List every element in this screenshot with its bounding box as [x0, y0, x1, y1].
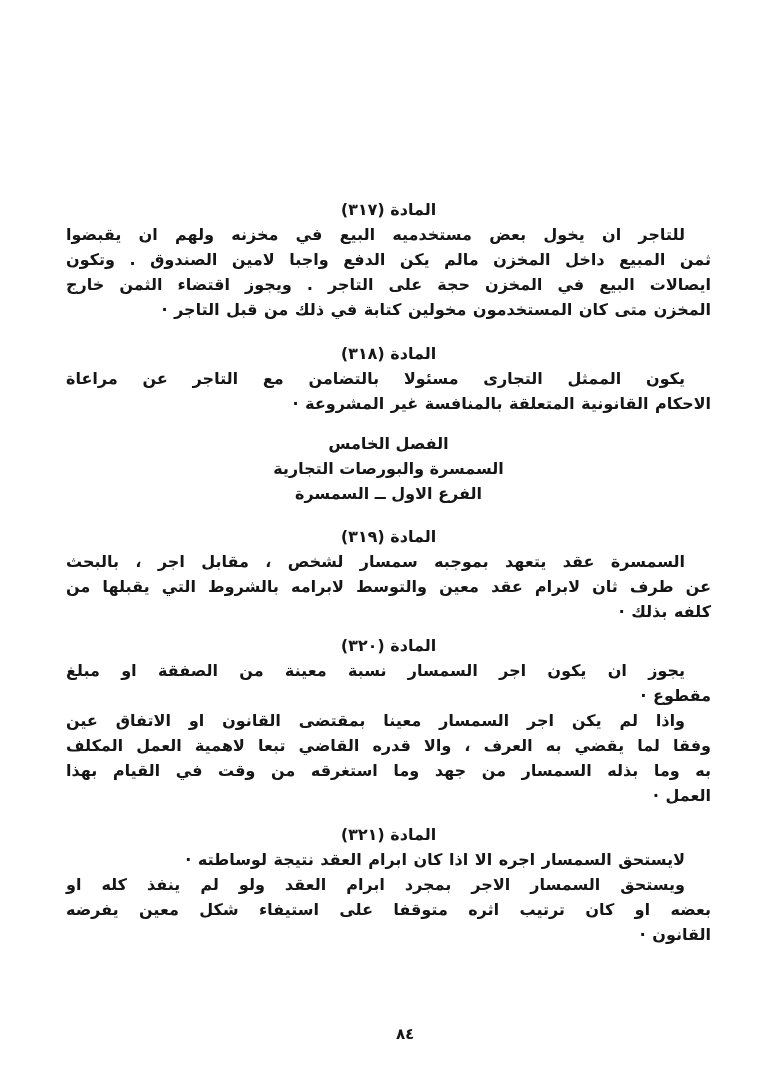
text-line: وفقا لما يقضي به العرف ، والا قدره القاضي تبعا لاهمية العمل المكلف: [66, 736, 711, 755]
chapter-subject: السمسرة والبورصات التجارية: [273, 459, 504, 478]
text-line: للتاجر ان يخول بعض مستخدميه البيع في مخزنه ولهم ان يقبضوا: [66, 225, 685, 244]
text-line: بعضه او كان ترتيب اثره متوقفا على استيفاء شكل معين يفرضه: [66, 900, 711, 919]
branch-title: الفرع الاول ــ السمسرة: [295, 484, 482, 503]
text-line: المخزن متى كان المستخدمون مخولين كتابة في ذلك من قبل التاجر ·: [161, 300, 711, 319]
article-319-heading: المادة (٣١٩): [340, 527, 437, 546]
text-line: يجوز ان يكون اجر السمسار نسبة معينة من الصفقة او مبلغ: [66, 661, 685, 680]
article-320-paragraph-1: [66, 658, 711, 708]
text-line: مقطوع ·: [640, 686, 711, 705]
text-line: السمسرة عقد يتعهد بموجبه سمسار لشخص ، مقابل اجر ، بالبحث: [66, 552, 685, 571]
article-320-paragraph-2: [66, 708, 711, 808]
article-319-paragraph-1: [66, 549, 711, 624]
article-318-heading: المادة (٣١٨): [340, 344, 437, 363]
text-line: ويستحق السمسار الاجر بمجرد ابرام العقد ولو لم ينفذ كله او: [66, 875, 685, 894]
text-block: [66, 0, 711, 947]
text-line: الاحكام القانونية المتعلقة بالمنافسة غير المشروعة ·: [292, 394, 711, 413]
article-318-paragraph-1: [66, 366, 711, 416]
article-321-heading: المادة (٣٢١): [340, 825, 437, 844]
article-321-paragraph-2: [66, 872, 711, 947]
chapter-heading-block: [66, 431, 711, 506]
text-line: به وما بذله السمسار من جهد وما استغرقه من وقت في القيام بهذا: [66, 761, 711, 780]
text-line: القانون ·: [639, 925, 711, 944]
article-317-paragraph-1: [66, 222, 711, 322]
text-line: لايستحق السمسار اجره الا اذا كان ابرام العقد نتيجة لوساطته ·: [185, 850, 685, 869]
article-317-heading: المادة (٣١٧): [340, 200, 437, 219]
text-line: واذا لم يكن اجر السمسار معينا بمقتضى القانون او الاتفاق عين: [66, 711, 685, 730]
article-320-heading: المادة (٣٢٠): [340, 636, 437, 655]
text-line: عن طرف ثان لابرام عقد معين والتوسط لابرامه بالشروط التي يقبلها من: [66, 577, 711, 596]
text-line: ايصالات البيع في المخزن حجة على التاجر . ويجوز اقتضاء الثمن خارج: [66, 275, 711, 294]
article-317: [66, 197, 711, 322]
article-319: [66, 524, 711, 624]
article-321-paragraph-1: [66, 847, 711, 872]
article-318: [66, 341, 711, 416]
page-number: ٨٤: [396, 1025, 415, 1043]
text-line: العمل ·: [652, 786, 711, 805]
chapter-title: الفصل الخامس: [328, 434, 449, 453]
article-321: [66, 822, 711, 947]
text-line: ثمن المبيع داخل المخزن مالم يكن الدفع واجبا لامين الصندوق . وتكون: [66, 250, 711, 269]
article-320: [66, 633, 711, 808]
text-line: كلفه بذلك ·: [618, 602, 711, 621]
text-line: يكون الممثل التجارى مسئولا بالتضامن مع التاجر عن مراعاة: [66, 369, 685, 388]
